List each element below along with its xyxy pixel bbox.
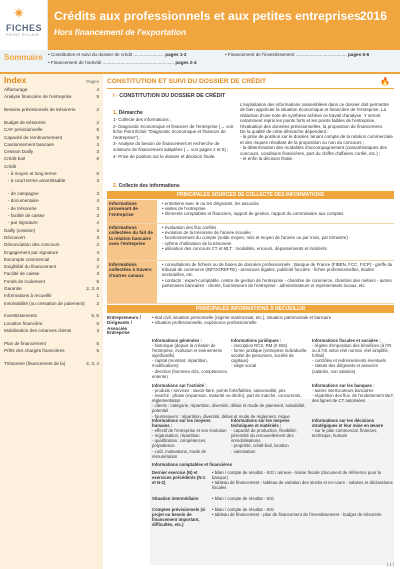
index-entry[interactable]: Cession Dailly 3 — [4, 149, 99, 155]
index-entry[interactable]: Mobilisation des créances clients 3 — [4, 328, 99, 333]
grid-cell: Informations sur les banques : - autres interlocuteurs bancaires - répartition des flux, de l'endettement MLT, des lignes de CT autorisées — [312, 383, 394, 404]
index-entry[interactable]: Escompte commercial 3 — [4, 256, 99, 262]
source-label: Informations collectées du fait de la relation bancaire avec l'entreprise — [107, 224, 157, 260]
index-title: Index — [4, 75, 27, 85]
grid-cell: Informations sur les moyens humains : - effectif de l'entreprise et son évolution - organisation, répartition - qualification, compétences, polyvalence - coût, motivations, mode de rémunération — [152, 418, 227, 459]
logo-word: FICHES — [6, 23, 43, 33]
index-entry[interactable]: Fonds de roulement 5 — [4, 278, 99, 284]
index-entry[interactable]: CAF prévisionnelle 5 — [4, 127, 99, 133]
year-label: 2016 — [359, 9, 387, 23]
index-entry[interactable]: Dailly (cession) 3 — [4, 227, 99, 233]
index-entry[interactable]: Affacturage 4 — [4, 87, 99, 92]
source-text: • évaluation des flux confiés • évolution de la trésorerie de l'année écoulée : - fonctionnement du compte (solde moyen, mini et moyen de l'année ou par mois, par trimestre) - rythme d'utilisation de la trésorerie • utilisation des concours CT et MLT : modalités, encours, dépassements et incidents — [162, 225, 348, 251]
sommaire-item[interactable]: • Financement de l'activité ........................................................ pages 2-4 — [48, 60, 197, 65]
logo-subtitle: POINT ÉCLAIR — [6, 33, 40, 37]
collecte-heading: 2. Collecte des informations — [113, 183, 180, 189]
grid-cell: Informations sur l'activité : - produits / services : savoir-faire, points forts/faibles, saisonnalité, prix - marché : phase (expansion, maturité ou déclin), part de marché, concurrents, réglementation - clients : catégorie, répartition, diversité, délais et mode de paiement, solvabilité, potentiel - fournisseurs : répartition, diversité, délais et mode de règlement, risque — [152, 383, 306, 419]
index-entry[interactable]: Capacité de remboursement 5 — [4, 134, 99, 140]
page-title: Crédits aux professionnels et aux petites entreprises — [54, 9, 361, 23]
index-pages-label: Pages — [86, 79, 99, 84]
index-entry[interactable]: Engagement par signature 4 — [4, 249, 99, 255]
index-entry[interactable]: Garantie 2, 3, 6 — [4, 286, 99, 291]
source-text: • entretiens avec le ou les dirigeants, les associés • visites de l'entreprise • éléments comptables et financiers, rapport de gestion, rapport du commissaire aux comptes — [162, 201, 344, 217]
demarche-step: 4- Prise de position sur le dossier et décision finale. — [113, 153, 216, 159]
sommaire-item[interactable]: • Constitution et suivi du dossier de crédit ........................ pages 1-2 — [48, 52, 187, 57]
index-entry[interactable]: - de trésorerie 3 — [8, 205, 99, 211]
sommaire-label: Sommaire — [4, 53, 43, 62]
sommaire-item[interactable]: • Financement de l'investissement ........................................ pages 5-6 — [225, 52, 370, 57]
index-entry[interactable]: Plan de financement 5 — [4, 340, 99, 346]
grid-cell: Informations juridiques : - inscription RCS, RM (K BIS) - forme juridique (entreprise individuelle, société de personnes, société de capitaux) - siège social — [231, 338, 308, 369]
grid-cell: Informations sur les décisions stratégiques et leur mise en œuvre - sur le plan commercial, financier, technique, humain — [312, 418, 384, 439]
source-text: • consultations de fichiers ou de bases de données professionnels : Banque de France (FIBEN, FCC, FICP) - greffe du tribunal de commerce (INFOGREFFE) - annonces légales, publicité foncière - fiches professionnelles, études sectorielles, etc. • contacts : expert-comptable, centre de gestion de l'entreprise - chambre de commerce, chambre des métiers - autres partenaires bancaires - clients, fournisseurs de l'entreprise - administrateurs et représentants locaux, etc. — [162, 262, 393, 288]
comptables-row: Situation intermédiaire • bilan / compte de résultat - SIG — [152, 496, 274, 501]
index-entry[interactable]: Investissements 5, 6 — [4, 313, 99, 319]
demarche-step: 1- Collecte des informations ; — [113, 117, 172, 122]
index-entry[interactable]: Dénonciation des concours 2 — [4, 242, 99, 248]
source-row — [107, 261, 394, 304]
demarche-step: 3- Analyse du besoin de financement et recherche de solutions de financement adaptées (→ voir pages 2 et 5) ; — [113, 141, 229, 152]
sources-band: PRINCIPALES SOURCES DE COLLECTE DES INFORMATIONS — [107, 191, 394, 199]
page-number: | 1 | — [386, 562, 394, 567]
index-entry[interactable]: - par signature 4 — [8, 220, 99, 226]
section-title: CONSTITUTION ET SUIVI DU DOSSIER DE CRÉDIT — [107, 78, 266, 85]
section-divider — [107, 88, 394, 89]
grid-cell: Informations générales : - historique (depuis la création de l'entreprise, évolution et événements significatifs) - capital (montant, répartition, modifications) - direction (hommes clés, compétences, entente) — [152, 338, 228, 379]
index-entry[interactable]: - à moyen et long terme 6 — [8, 171, 99, 176]
header-bar — [0, 0, 400, 50]
entreprise-label: Entreprise — [107, 330, 130, 335]
logo-spark-icon: ✷ — [13, 5, 25, 21]
demarche-steps — [113, 117, 235, 160]
index-entry[interactable]: Crédit-bail 6 — [4, 156, 99, 162]
comptables-row: Dernier exercice (N) et exercices précédents (N-1 et N-2) • bilan / compte de résultat - SIG / annexe - liasse fiscale (document de référence pour la banque) • tableau de financement - tableau de variation des stocks et en-cours - salaires et déclarations fiscales — [152, 470, 393, 491]
index-entry[interactable]: Budget de trésorerie 2 — [4, 119, 99, 125]
index-entry[interactable]: - facilité de caisse 3 — [8, 213, 99, 218]
source-row — [107, 200, 394, 224]
source-label: Informations provenant de l'entreprise — [107, 200, 157, 223]
demarche-step: 2- Diagnostic économique et financier de l'entreprise (→ voir fiche Point Éclair "Diagnostic économique et financier de l'entreprise") ; — [113, 123, 234, 140]
flame-icon: 🔥 — [380, 77, 390, 86]
index-entry[interactable]: Découvert 3 — [4, 234, 99, 240]
index-entry[interactable]: - de campagne 3 — [8, 191, 99, 197]
source-row — [107, 224, 394, 261]
index-entry[interactable]: Location financière 6 — [4, 320, 99, 326]
logo — [0, 0, 48, 50]
index-entry[interactable]: Insolvabilité (ou cessation de paiement) 2 — [4, 300, 99, 306]
page-subtitle: Hors financement de l'exportation — [54, 28, 187, 37]
source-label: Informations collectées à travers d'autres canaux — [107, 261, 157, 303]
index-entry[interactable]: Besoins prévisionnels de trésorerie 2 — [4, 107, 99, 113]
index-sidebar — [0, 74, 103, 569]
index-entry[interactable]: Prêts des chargés financières 5 — [4, 348, 99, 354]
index-entry[interactable]: Informations à recueillir 1 — [4, 293, 99, 299]
recueillir-band: PRINCIPALES INFORMATIONS À RECUEILLIR — [107, 305, 394, 313]
grid-cell: Informations sur les moyens techniques et matériels : - capacité de production, flexibilité, pérennité du renouvellement des immobilisations - propriété, crédit-bail, location - valorisation — [231, 418, 297, 454]
entrepreneurs-text: • état civil, situation personnelle (régime matrimonial, etc.), situation patrimoniale et bancaire • situation professionnelle, expérience professionnelle — [152, 315, 332, 326]
demarche-text: L'exploitation des informations rassemblées dans ce dossier doit permettre de bien apprécier la situation économique et financière de l'entreprise. La rédaction d'une note de synthèse achève ce travail d'analyse. Y seront notamment repris les points forts et les points faibles de l'entreprise, l'évaluation des données prévisionnelles, la proposition de financement. De la qualité de cette démarche dépendent : - la prise de position sur le dossier, tenant compte de la relation commerciale et des risques résultant de la proposition ou non du concours ; - la détermination des modalités d'accompagnement (caractéristiques des concours, conditions financières, part du chiffre d'affaires confié, etc.) ; - et enfin la décision finale. — [240, 102, 393, 162]
sommaire-bar — [0, 50, 400, 74]
subsection-heading: I - CONSTITUTION DU DOSSIER DE CRÉDIT — [113, 93, 226, 99]
index-entry[interactable]: - à court terme amortissable 3 — [8, 178, 99, 184]
index-entry[interactable]: Exigibilité du financement 2 — [4, 264, 99, 270]
comptables-title: Informations comptables et financières — [152, 462, 232, 467]
grid-cell: Informations fiscales et sociales : - régime d'imposition des bénéfices (à l'IR ou à l'IS selon réel normal, réel simplifié, forfait) - contrôles et redressements éventuels - statuts des dirigeants et associés (salariés, non salariés) — [312, 338, 392, 374]
demarche-heading: 1. Démarche — [113, 110, 143, 116]
index-entry[interactable]: - documentaire 4 — [8, 198, 99, 204]
index-entry[interactable]: Cautionnement bancaire 4 — [4, 141, 99, 147]
index-entry[interactable]: Analyse financière de l'entreprise 5 — [4, 94, 99, 100]
index-entry[interactable]: Trésorerie (financement de la) 2, 3, 4 — [4, 360, 99, 366]
comptables-row: Comptes prévisionnels (si projet ou besoin de financement important, difficultés, etc.) • bilan / compte de résultat - SIG • tableau de financement - plan de financement de l'investissement - budget de trésorerie — [152, 507, 382, 528]
index-entry[interactable]: Crédit — [4, 163, 17, 169]
index-entry[interactable]: Facilité de caisse 3 — [4, 271, 99, 277]
entrepreneurs-label: Entrepreneurs / Dirigeants / Associés — [107, 315, 141, 331]
